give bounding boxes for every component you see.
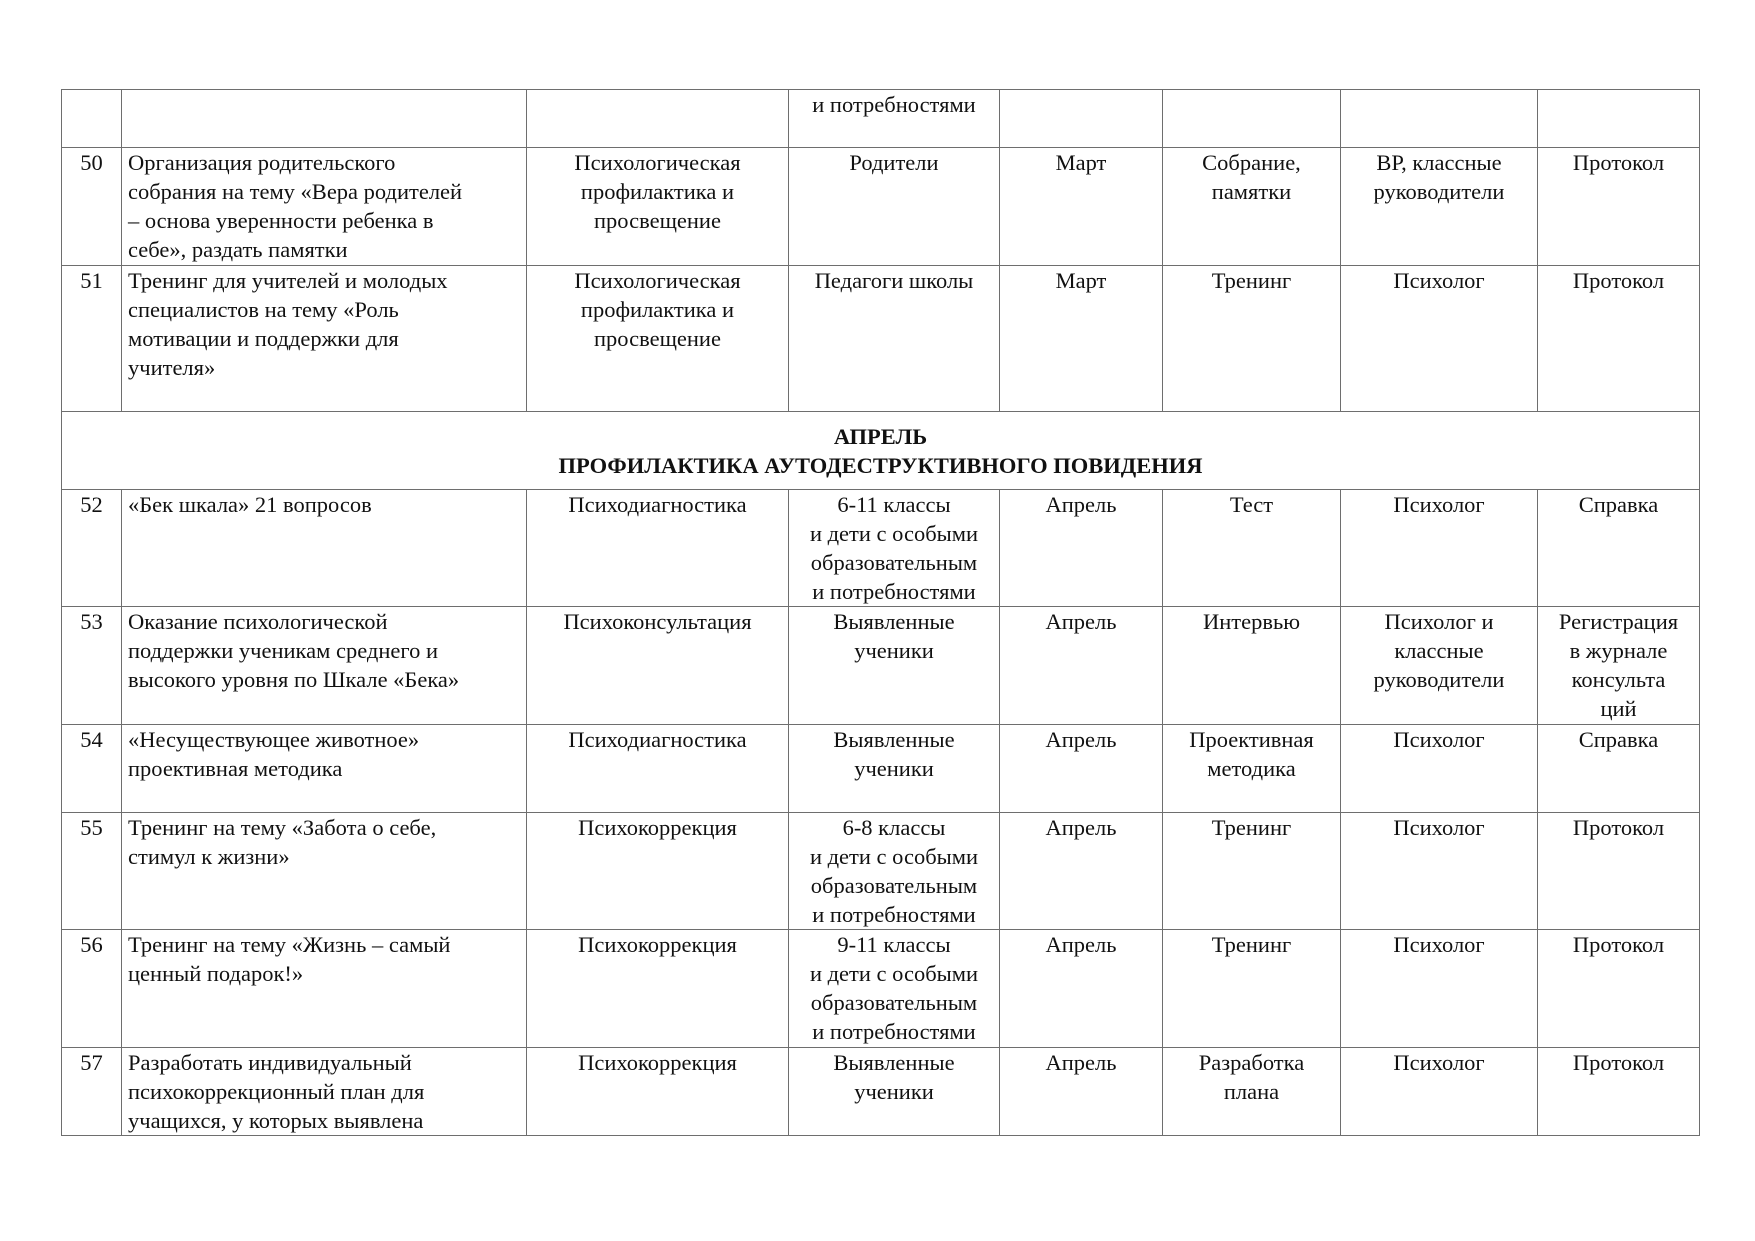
cell-line: просвещение — [594, 326, 721, 351]
cell-line: поддержки ученикам среднего и — [128, 638, 438, 663]
cell-line: и потребностями — [812, 92, 976, 117]
cell-activity-name — [122, 1048, 527, 1136]
plan-table — [61, 89, 1700, 1136]
cell-activity-name — [122, 607, 527, 725]
cell-line: Интервью — [1202, 609, 1301, 634]
cell-line: собрания на тему «Вера родителей — [128, 179, 463, 204]
cell-line: образовательным — [810, 550, 978, 575]
cell-line: и потребностями — [812, 579, 976, 604]
cell-line: Психолог — [1393, 1050, 1485, 1075]
cell-line: учащихся, у которых выявлена — [128, 1108, 424, 1133]
cell-direction — [527, 930, 789, 1048]
cell-activity-name — [122, 813, 527, 930]
cell-line: Психокоррекция — [578, 1050, 737, 1075]
cell-direction — [527, 607, 789, 725]
cell-line: Справка — [1578, 492, 1659, 517]
cell-direction — [527, 266, 789, 412]
cell-number: 55 — [62, 813, 122, 930]
cell-line: образовательным — [810, 990, 978, 1015]
cell-line: ученики — [854, 638, 934, 663]
cell-line: образовательным — [810, 873, 978, 898]
cell-month: Апрель — [1000, 1048, 1163, 1136]
cell-line: Организация родительского — [128, 150, 396, 175]
cell-line: Собрание, — [1202, 150, 1301, 175]
cell-line: 6-8 классы — [842, 815, 946, 840]
cell-number: 56 — [62, 930, 122, 1048]
cell-audience — [789, 1048, 1000, 1136]
cell-month: Апрель — [1000, 725, 1163, 813]
cell-line: «Бек шкала» 21 вопросов — [128, 492, 372, 517]
section-subtitle: ПРОФИЛАКТИКА АУТОДЕСТРУКТИВНОГО ПОВИДЕНИЯ — [558, 452, 1203, 478]
section-header-row — [62, 412, 1700, 490]
cell-line: и потребностями — [812, 902, 976, 927]
cell-form — [1163, 930, 1341, 1048]
table-row — [62, 1048, 1700, 1136]
cell-line: Выявленные — [833, 609, 955, 634]
cell-line: Тренинг — [1211, 932, 1292, 957]
cell-month: Апрель — [1000, 490, 1163, 607]
cell-line: и потребностями — [812, 1019, 976, 1044]
cell-result — [1538, 607, 1700, 725]
cell-line: стимул к жизни» — [128, 844, 290, 869]
cell-number: 50 — [62, 148, 122, 266]
cell-responsible — [1341, 1048, 1538, 1136]
cell-form — [1163, 725, 1341, 813]
cell-line: Психолог — [1393, 932, 1485, 957]
cell-line: руководители — [1373, 667, 1505, 692]
cell-line: профилактика и — [580, 297, 735, 322]
cell-line: Разработка — [1198, 1050, 1305, 1075]
cell-number: 51 — [62, 266, 122, 412]
cell-activity-name — [122, 148, 527, 266]
cell-direction — [527, 813, 789, 930]
cell-line: Тренинг для учителей и молодых — [128, 268, 448, 293]
cell-direction — [527, 725, 789, 813]
cell-form — [1163, 148, 1341, 266]
table-row — [62, 148, 1700, 266]
cell-responsible — [1341, 930, 1538, 1048]
cell-line: методика — [1207, 756, 1296, 781]
cell-line: Психоконсультация — [563, 609, 752, 634]
cell-line: специалистов на тему «Роль — [128, 297, 399, 322]
cell-number: 54 — [62, 725, 122, 813]
cell-audience — [789, 266, 1000, 412]
cell-line: Педагоги школы — [814, 268, 974, 293]
cell-month: Март — [1000, 148, 1163, 266]
cell-responsible — [1341, 266, 1538, 412]
cell-line: учителя» — [128, 355, 216, 380]
cell-line: Тренинг — [1211, 268, 1292, 293]
cell-number: 52 — [62, 490, 122, 607]
cell-number: 53 — [62, 607, 122, 725]
cell-number: 57 — [62, 1048, 122, 1136]
cell-line: себе», раздать памятки — [128, 237, 348, 262]
cell-line: мотивации и поддержки для — [128, 326, 399, 351]
table-row — [62, 490, 1700, 607]
cell-line: Оказание психологической — [128, 609, 388, 634]
cell-line: памятки — [1211, 179, 1292, 204]
cell-activity-name — [122, 90, 527, 148]
cell-line: – основа уверенности ребенка в — [128, 208, 434, 233]
cell-line: Выявленные — [833, 1050, 955, 1075]
cell-line: в журнале — [1569, 638, 1668, 663]
cell-line: Психокоррекция — [578, 932, 737, 957]
cell-responsible — [1341, 148, 1538, 266]
cell-result — [1538, 725, 1700, 813]
cell-audience — [789, 607, 1000, 725]
cell-line: ций — [1600, 696, 1637, 721]
cell-line: Психолог — [1393, 815, 1485, 840]
cell-line: 9-11 классы — [837, 932, 951, 957]
cell-result — [1538, 930, 1700, 1048]
table-row — [62, 607, 1700, 725]
cell-responsible — [1341, 813, 1538, 930]
cell-result — [1538, 266, 1700, 412]
cell-form — [1163, 607, 1341, 725]
section-month-title: АПРЕЛЬ — [833, 423, 928, 449]
cell-line: Тренинг на тему «Забота о себе, — [128, 815, 437, 840]
cell-activity-name — [122, 725, 527, 813]
cell-form — [1163, 90, 1341, 148]
cell-line: Родители — [849, 150, 939, 175]
cell-result — [1538, 490, 1700, 607]
table-row — [62, 930, 1700, 1048]
cell-result — [1538, 90, 1700, 148]
cell-month: Апрель — [1000, 930, 1163, 1048]
cell-line: и дети с особыми — [809, 961, 979, 986]
cell-line: Тренинг на тему «Жизнь – самый — [128, 932, 451, 957]
cell-line: Справка — [1578, 727, 1659, 752]
cell-line: Психологическая — [574, 268, 741, 293]
cell-month: Март — [1000, 266, 1163, 412]
cell-result — [1538, 813, 1700, 930]
table-row — [62, 90, 1700, 148]
cell-line: ученики — [854, 756, 934, 781]
cell-line: Протокол — [1572, 150, 1665, 175]
cell-line: Протокол — [1572, 815, 1665, 840]
cell-line: Психолог — [1393, 268, 1485, 293]
cell-line: Психокоррекция — [578, 815, 737, 840]
cell-line: и дети с особыми — [809, 521, 979, 546]
cell-form — [1163, 490, 1341, 607]
cell-line: Протокол — [1572, 932, 1665, 957]
cell-line: Разработать индивидуальный — [128, 1050, 412, 1075]
cell-line: Психодиагностика — [568, 727, 747, 752]
cell-month — [1000, 90, 1163, 148]
table-row — [62, 266, 1700, 412]
cell-line: 6-11 классы — [837, 492, 951, 517]
cell-audience — [789, 148, 1000, 266]
cell-audience — [789, 725, 1000, 813]
cell-responsible — [1341, 490, 1538, 607]
cell-form — [1163, 1048, 1341, 1136]
cell-activity-name — [122, 490, 527, 607]
cell-line: просвещение — [594, 208, 721, 233]
table-row — [62, 725, 1700, 813]
cell-line: плана — [1223, 1079, 1280, 1104]
cell-line: Психолог — [1393, 492, 1485, 517]
cell-line: высокого уровня по Шкале «Бека» — [128, 667, 460, 692]
cell-direction — [527, 1048, 789, 1136]
cell-responsible — [1341, 90, 1538, 148]
cell-number — [62, 90, 122, 148]
cell-line: руководители — [1373, 179, 1505, 204]
cell-activity-name — [122, 266, 527, 412]
plan-table-body — [62, 90, 1700, 1136]
cell-form — [1163, 813, 1341, 930]
cell-responsible — [1341, 725, 1538, 813]
cell-audience — [789, 90, 1000, 148]
cell-line: Выявленные — [833, 727, 955, 752]
cell-line: Тест — [1229, 492, 1274, 517]
cell-line: Психологическая — [574, 150, 741, 175]
cell-direction — [527, 148, 789, 266]
cell-line: Проективная — [1189, 727, 1314, 752]
cell-activity-name — [122, 930, 527, 1048]
cell-line: классные — [1394, 638, 1484, 663]
cell-line: Психолог — [1393, 727, 1485, 752]
cell-result — [1538, 1048, 1700, 1136]
cell-line: Протокол — [1572, 268, 1665, 293]
cell-line: Протокол — [1572, 1050, 1665, 1075]
cell-line: консульта — [1571, 667, 1666, 692]
cell-line: ВР, классные — [1376, 150, 1502, 175]
cell-line: ценный подарок!» — [128, 961, 304, 986]
cell-line: психокоррекционный план для — [128, 1079, 425, 1104]
cell-line: Регистрация — [1558, 609, 1679, 634]
cell-direction — [527, 90, 789, 148]
cell-audience — [789, 930, 1000, 1048]
cell-line: ученики — [854, 1079, 934, 1104]
section-header-cell — [62, 412, 1700, 490]
cell-form — [1163, 266, 1341, 412]
cell-direction — [527, 490, 789, 607]
cell-line: «Несуществующее животное» — [128, 727, 420, 752]
cell-line: и дети с особыми — [809, 844, 979, 869]
cell-audience — [789, 813, 1000, 930]
cell-line: Психодиагностика — [568, 492, 747, 517]
table-row — [62, 813, 1700, 930]
cell-line: Тренинг — [1211, 815, 1292, 840]
cell-line: Психолог и — [1384, 609, 1494, 634]
cell-responsible — [1341, 607, 1538, 725]
cell-line: проективная методика — [128, 756, 343, 781]
cell-month: Апрель — [1000, 813, 1163, 930]
cell-month: Апрель — [1000, 607, 1163, 725]
cell-result — [1538, 148, 1700, 266]
cell-audience — [789, 490, 1000, 607]
cell-line: профилактика и — [580, 179, 735, 204]
